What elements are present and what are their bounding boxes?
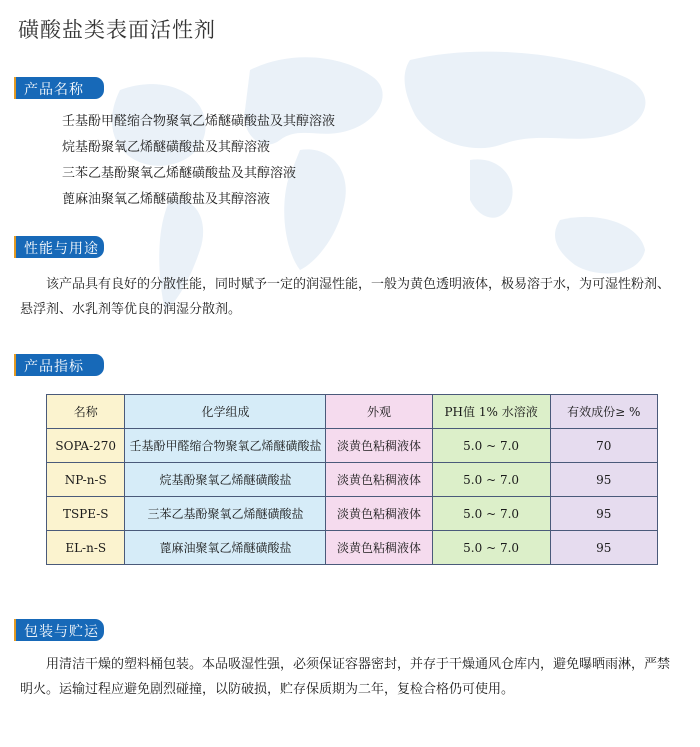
table-header-row	[47, 395, 658, 429]
header-appearance: 外观	[326, 395, 432, 429]
header-ph: PH值 1% 水溶液	[432, 395, 550, 429]
cell-name: EL-n-S	[47, 531, 125, 565]
cell-ph: 5.0 ~ 7.0	[432, 497, 550, 531]
section-heading-specs	[0, 354, 110, 376]
cell-composition: 蓖麻油聚氧乙烯醚磺酸盐	[125, 531, 326, 565]
list-item: 烷基酚聚氧乙烯醚磺酸盐及其醇溶液	[62, 140, 271, 155]
heading-label: 产品指标	[24, 359, 84, 375]
cell-appearance: 淡黄色粘稠液体	[326, 463, 432, 497]
table-row	[47, 497, 658, 531]
cell-effective: 70	[550, 429, 657, 463]
heading-label: 产品名称	[24, 82, 84, 98]
header-effective: 有效成份≥ %	[550, 395, 657, 429]
cell-appearance: 淡黄色粘稠液体	[326, 531, 432, 565]
cell-composition: 烷基酚聚氧乙烯醚磺酸盐	[125, 463, 326, 497]
packaging-text: 用清洁干燥的塑料桶包装。本品吸湿性强，必须保证容器密封，并存于干燥通风仓库内，避免曝晒雨淋，严禁明火。运输过程应避免剧烈碰撞，以防破损，贮存保质期为二年，复检合格仍可使用。	[20, 657, 671, 697]
cell-effective: 95	[550, 497, 657, 531]
heading-label: 包装与贮运	[24, 624, 99, 640]
product-list	[62, 109, 335, 213]
list-item: 三苯乙基酚聚氧乙烯醚磺酸盐及其醇溶液	[62, 166, 297, 181]
cell-name: SOPA-270	[47, 429, 125, 463]
table-row	[47, 531, 658, 565]
page-title: 磺酸盐类表面活性剂	[18, 18, 216, 42]
list-item: 蓖麻油聚氧乙烯醚磺酸盐及其醇溶液	[62, 192, 271, 207]
cell-name: NP-n-S	[47, 463, 125, 497]
cell-ph: 5.0 ~ 7.0	[432, 429, 550, 463]
table-row	[47, 429, 658, 463]
cell-composition: 三苯乙基酚聚氧乙烯醚磺酸盐	[125, 497, 326, 531]
header-name: 名称	[47, 395, 125, 429]
cell-effective: 95	[550, 531, 657, 565]
performance-text: 该产品具有良好的分散性能，同时赋予一定的润湿性能，一般为黄色透明液体，极易溶于水，为可湿性粉剂、悬浮剂、水乳剂等优良的润湿分散剂。	[20, 277, 671, 317]
heading-label: 性能与用途	[24, 241, 99, 257]
cell-effective: 95	[550, 463, 657, 497]
section-heading-performance	[0, 236, 110, 258]
cell-ph: 5.0 ~ 7.0	[432, 463, 550, 497]
section-heading-products	[0, 77, 110, 99]
cell-appearance: 淡黄色粘稠液体	[326, 429, 432, 463]
cell-composition: 壬基酚甲醛缩合物聚氧乙烯醚磺酸盐	[125, 429, 326, 463]
section-heading-packaging	[0, 619, 110, 641]
table-row	[47, 463, 658, 497]
list-item: 壬基酚甲醛缩合物聚氧乙烯醚磺酸盐及其醇溶液	[62, 114, 336, 129]
spec-table	[46, 394, 658, 565]
cell-ph: 5.0 ~ 7.0	[432, 531, 550, 565]
cell-appearance: 淡黄色粘稠液体	[326, 497, 432, 531]
cell-name: TSPE-S	[47, 497, 125, 531]
header-composition: 化学组成	[125, 395, 326, 429]
